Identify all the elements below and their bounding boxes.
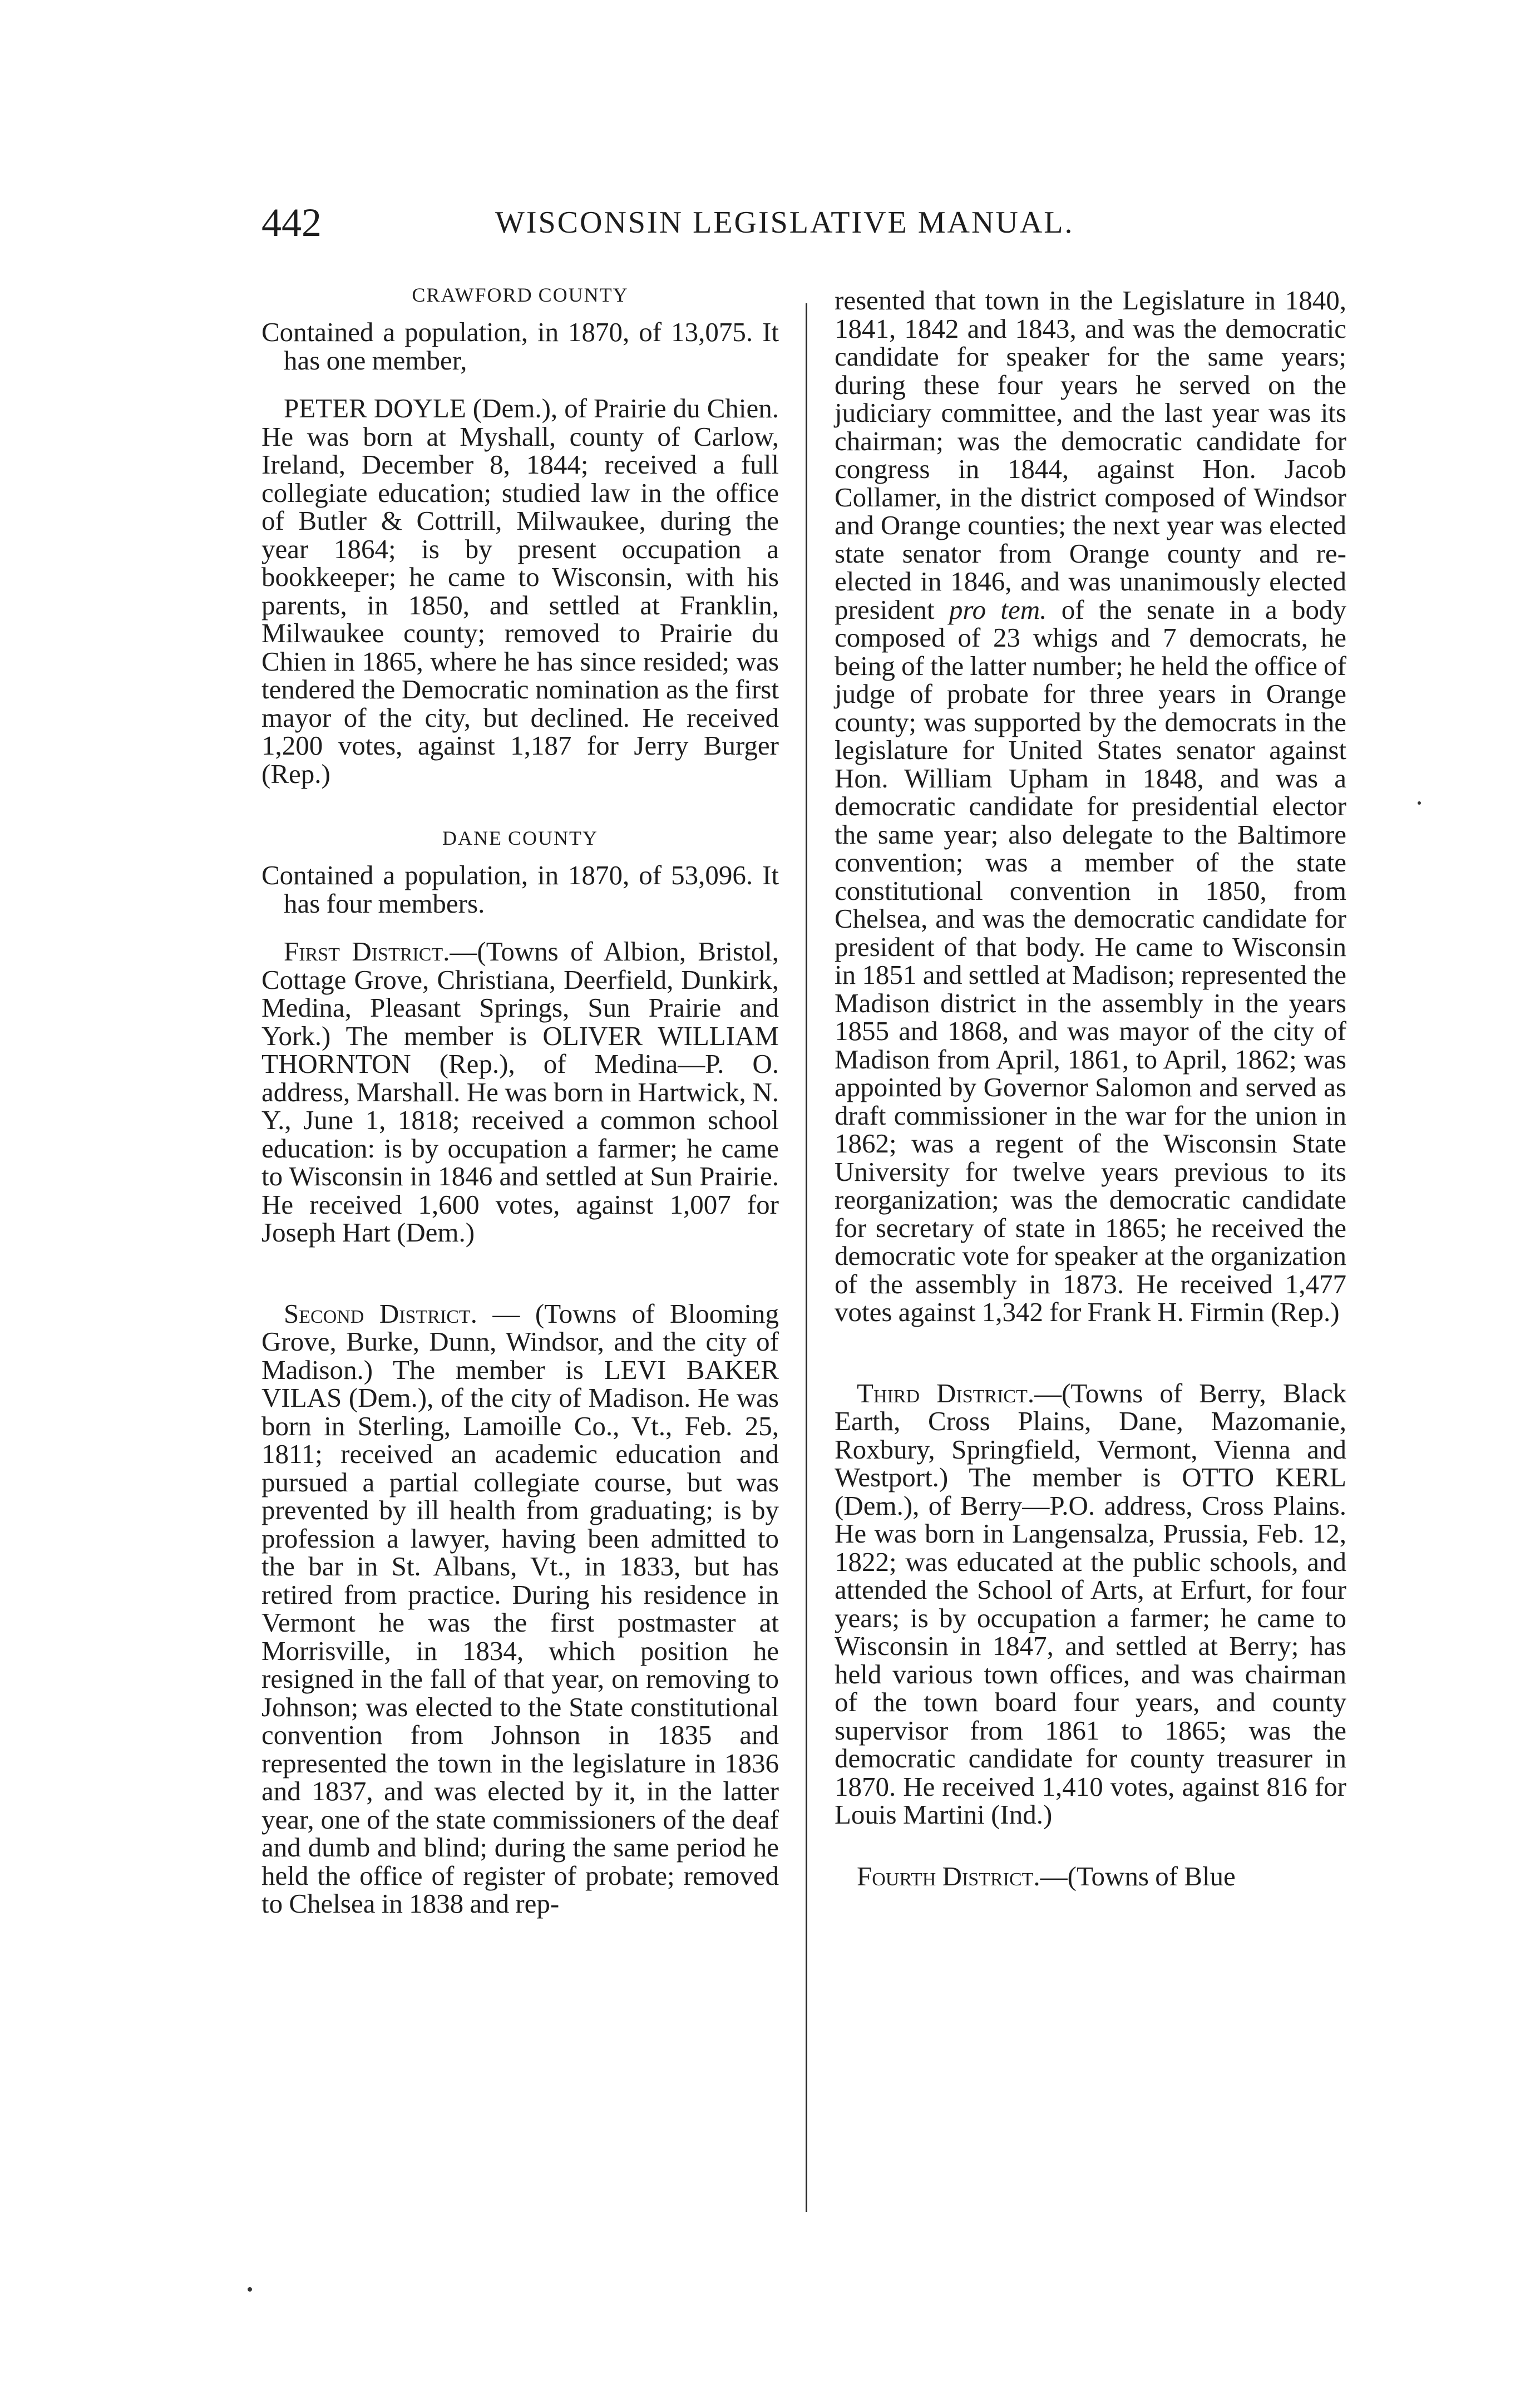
crawford-population: Contained a population, in 1870, of 13,075. It has one member,: [261, 317, 779, 376]
second-district-label: Second District.: [284, 1298, 477, 1329]
first-district-text: —(Towns of Albion, Bristol, Cottage Grove, Christiana, Deerfield, Dunkirk, Medina, Pleasant Springs, Sun Prairie and York.) The member is OLIVER WILLIAM THORNTON (Rep.), of Medina—P. O. address, Marshall. He was born in Hartwick, N. Y., June 1, 1818; received a common school education: is by occupation a farmer; he came to Wisconsin in 1846 and settled at Sun Prairie. He received 1,600 votes, against 1,007 for Joseph Hart (Dem.): [261, 936, 779, 1248]
third-district-text: —(Towns of Berry, Black Earth, Cross Plains, Dane, Mazomanie, Roxbury, Springfield, Vermont, Vienna and Westport.) The member is OTTO KERL (Dem.), of Berry—P.O. address, Cross Plains. He was born in Langensalza, Prussia, Feb. 12, 1822; was educated at the public schools, and attended the School of Arts, at Erfurt, for four years; is by occupation a farmer; he came to Wisconsin in 1847, and settled at Berry; has held various town offices, and was chairman of the town board four years, and county supervisor from 1861 to 1865; was the democratic candidate for county treasurer in 1870. He received 1,410 votes, against 816 for Louis Martini (Ind.): [835, 1377, 1347, 1830]
dane-first-district: [261, 938, 779, 1247]
first-district-label: First District.: [284, 936, 450, 967]
page-number: 442: [261, 200, 322, 245]
third-district-label: Third District.: [857, 1377, 1035, 1408]
crawford-member-bio: PETER DOYLE (Dem.), of Prairie du Chien. He was born at Myshall, county of Carlow, Ireland, December 8, 1844; received a full collegiate education; studied law in the office of Butler & Cottrill, Milwaukee, during the year 1864; is by present occupation a bookkeeper; he came to Wisconsin, with his parents, in 1850, and settled at Franklin, Milwaukee county; removed to Prairie du Chien in 1865, where he has since resided; was tendered the Democratic nomination as the first mayor of the city, but declined. He received 1,200 votes, against 1,187 for Jerry Burger (Rep.): [261, 393, 779, 789]
print-speck: [1418, 801, 1421, 805]
right-column: [835, 287, 1346, 1890]
page-header: [261, 192, 1274, 253]
vilas-bio-continuation: resented that town in the Legislature in 1840, 1841, 1842 and 1843, and was the democratic candidate for speaker for the same years; during these four years he served on the judiciary committee, and the last year was its chairman; was the democratic candidate for congress in 1844, against Hon. Jacob Collamer, in the district composed of Windsor and Orange counties; the next year was elected state senator from Orange county and re-elected in 1846, and was unanimously elected president pro tem. of the senate in a body composed of 23 whigs and 7 democrats, he being of the latter number; he held the office of judge of probate for three years in Orange county; was supported by the democrats in the legislature for United States senator against Hon. William Upham in 1848, and was a democratic candidate for presidential elector the same year; also delegate to the Baltimore convention; was a member of the state constitutional convention in 1850, from Chelsea, and was the democratic candidate for president of that body. He came to Wisconsin in 1851 and settled at Madison; represented the Madison district in the assembly in the years 1855 and 1868, and was mayor of the city of Madison from April, 1861, to April, 1862; was appointed by Governor Salomon and served as draft commissioner in the war for the union in 1862; was a regent of the Wisconsin State University for twelve years previous to its reorganization; was the democratic candidate for secretary of state in 1865; he received the democratic vote for speaker at the organization of the assembly in 1873. He received 1,477 votes against 1,342 for Frank H. Firmin (Rep.): [835, 285, 1346, 1327]
left-column: [261, 278, 779, 1918]
pro-tem-italic: pro tem.: [949, 594, 1047, 625]
fourth-district-label: Fourth District.: [857, 1860, 1040, 1891]
fourth-district-text: —(Towns of Blue: [1040, 1860, 1236, 1891]
dane-population: Contained a population, in 1870, of 53,096. It has four members.: [261, 860, 779, 919]
column-divider: [806, 303, 807, 2212]
crawford-county-heading: CRAWFORD COUNTY: [412, 284, 629, 306]
dane-county-heading: DANE COUNTY: [442, 827, 598, 849]
running-title: WISCONSIN LEGISLATIVE MANUAL.: [495, 205, 1074, 240]
dane-fourth-district: [835, 1860, 1346, 1891]
print-speck: [248, 2287, 252, 2292]
second-district-text: — (Towns of Blooming Grove, Burke, Dunn, Windsor, and the city of Madison.) The member is LEVI BAKER VILAS (Dem.), of the city of Madison. He was born in Sterling, Lamoille Co., Vt., Feb. 25, 1811; received an academic education and pursued a partial collegiate course, but was prevented by ill health from graduating; is by profession a lawyer, having been admitted to the bar in St. Albans, Vt., in 1833, but has retired from practice. During his residence in Vermont he was the first postmaster at Morrisville, in 1834, which position he resigned in the fall of that year, on removing to Johnson; was elected to the State constitutional convention from Johnson in 1835 and represented the town in the legislature in 1836 and 1837, and was elected by it, in the latter year, one of the state commissioners of the deaf and dumb and blind; during the same period he held the office of register of probate; removed to Chelsea in 1838 and rep-: [261, 1298, 779, 1919]
dane-third-district: [835, 1377, 1347, 1830]
dane-second-district: [261, 1300, 779, 1918]
